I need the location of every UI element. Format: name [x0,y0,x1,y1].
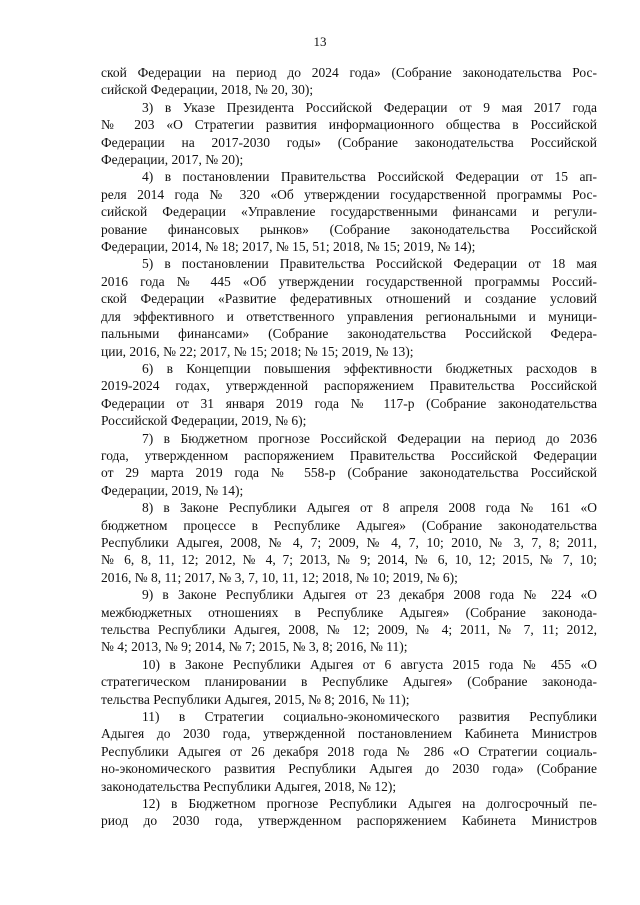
text-line: № 203 «О Стратегии развития информационного общества в Российской [101,117,597,133]
paragraph-p9 [101,586,597,656]
text-line: ской Федерации на период до 2024 года» (Собрание законодательства Рос- [101,65,597,80]
text-line: Республики Адыгея, 2008, № 4, 7; 2009, № 4, 7, 10; 2010, № 3, 7, 8; 2011, [101,534,597,550]
text-line: Адыгея до 2030 года, утвержденной постановлением Кабинета Министров [101,726,597,742]
text-line: 6) в Концепции повышения эффективности бюджетных расходов в [142,360,597,376]
text-line: 2016, № 8, 11; 2017, № 3, 7, 10, 11, 12; 2018, № 10; 2019, № 6); [101,569,458,585]
text-line: стратегическом планировании в Республике Адыгея» (Собрание законода- [101,674,597,690]
paragraph-p-continued [101,64,597,99]
paragraph-p3 [101,99,597,169]
text-line: года, утвержденном распоряжением Правительства Российской Федерации [101,447,597,463]
text-line: 3) в Указе Президента Российской Федерации от 9 мая 2017 года [142,99,597,115]
text-line: тельства Республики Адыгея, 2008, № 12; 2009, № 4; 2011, № 7, 11; 2012, [101,622,597,637]
text-line: 2016 года № 445 «Об утверждении государственной программы Россий- [101,273,597,289]
text-line: Федерации на 2017-2030 годы» (Собрание законодательства Российской [101,134,597,150]
text-line: Федерации, 2019, № 14); [101,482,244,498]
text-line: 7) в Бюджетном прогнозе Российской Федерации на период до 2036 [142,430,597,446]
paragraph-p11 [101,708,597,795]
text-line: 5) в постановлении Правительства Российской Федерации от 18 мая [142,256,597,272]
text-line: Республики Адыгея от 26 декабря 2018 года № 286 «О Стратегии социаль- [101,743,597,759]
text-line: ции, 2016, № 22; 2017, № 15; 2018; № 15; 2019, № 13); [101,343,414,359]
text-line: тельства Республики Адыгея, 2015, № 8; 2016, № 11); [101,691,410,707]
text-line: ской Федерации «Развитие федеративных отношений и создание условий [101,291,597,307]
text-line: № 4; 2013, № 9; 2014, № 7; 2015, № 3, 8; 2016, № 11); [101,639,408,655]
text-line: Федерации, 2014, № 18; 2017, № 15, 51; 2018, № 15; 2019, № 14); [101,239,476,255]
text-line: для эффективного и ответственного управления региональными и муници- [101,308,597,324]
text-line: 10) в Законе Республики Адыгея от 6 августа 2015 года № 455 «О [142,656,597,672]
text-line: 4) в постановлении Правительства Российской Федерации от 15 ап- [142,169,597,185]
text-line: Федерации, 2017, № 20); [101,152,244,168]
text-line: законодательства Республики Адыгея, 2018, № 12); [101,778,397,794]
text-line: пальными финансами» (Собрание законодательства Российской Федера- [101,326,597,342]
paragraph-p10 [101,656,597,708]
text-line: № 6, 8, 11, 12; 2012, № 4, 7; 2013, № 9; 2014, № 6, 10, 12; 2015, № 7, 10; [101,552,597,568]
text-line: 2019-2024 годах, утвержденной распоряжением Правительства Российской [101,378,597,394]
document-body [101,64,597,830]
text-line: сийской Федерации, 2018, № 20, 30); [101,82,314,98]
text-line: риод до 2030 года, утвержденном распоряжением Кабинета Министров [101,813,597,829]
text-line: 12) в Бюджетном прогнозе Республики Адыгея на долгосрочный пе- [142,796,597,812]
paragraph-p5 [101,255,597,359]
text-line: реля 2014 года № 320 «Об утверждении государственной программы Рос- [101,186,597,202]
paragraph-p6 [101,360,597,430]
text-line: но-экономического развития Республики Адыгея до 2030 года» (Собрание [101,761,597,777]
page-number: 13 [313,34,327,49]
text-line: бюджетном процессе в Республике Адыгея» (Собрание законодательства [101,517,597,533]
text-line: Федерации от 31 января 2019 года № 117-р (Собрание законодательства [101,395,597,411]
paragraph-p8 [101,499,597,586]
text-line: Российской Федерации, 2019, № 6); [101,413,307,429]
text-line: рование финансовых рынков» (Собрание законодательства Российской [101,221,597,237]
paragraph-p12 [101,795,597,830]
paragraph-p7 [101,430,597,500]
text-line: 9) в Законе Республики Адыгея от 23 декабря 2008 года № 224 «О [142,587,597,603]
text-line: сийской Федерации «Управление государственными финансами и регули- [101,204,597,220]
text-line: от 29 марта 2019 года № 558-р (Собрание законодательства Российской [101,465,597,481]
text-line: 8) в Законе Республики Адыгея от 8 апреля 2008 года № 161 «О [142,500,597,516]
paragraph-p4 [101,168,597,255]
text-line: межбюджетных отношениях в Республике Адыгея» (Собрание законода- [101,604,597,620]
text-line: 11) в Стратегии социально-экономического развития Республики [142,709,597,725]
